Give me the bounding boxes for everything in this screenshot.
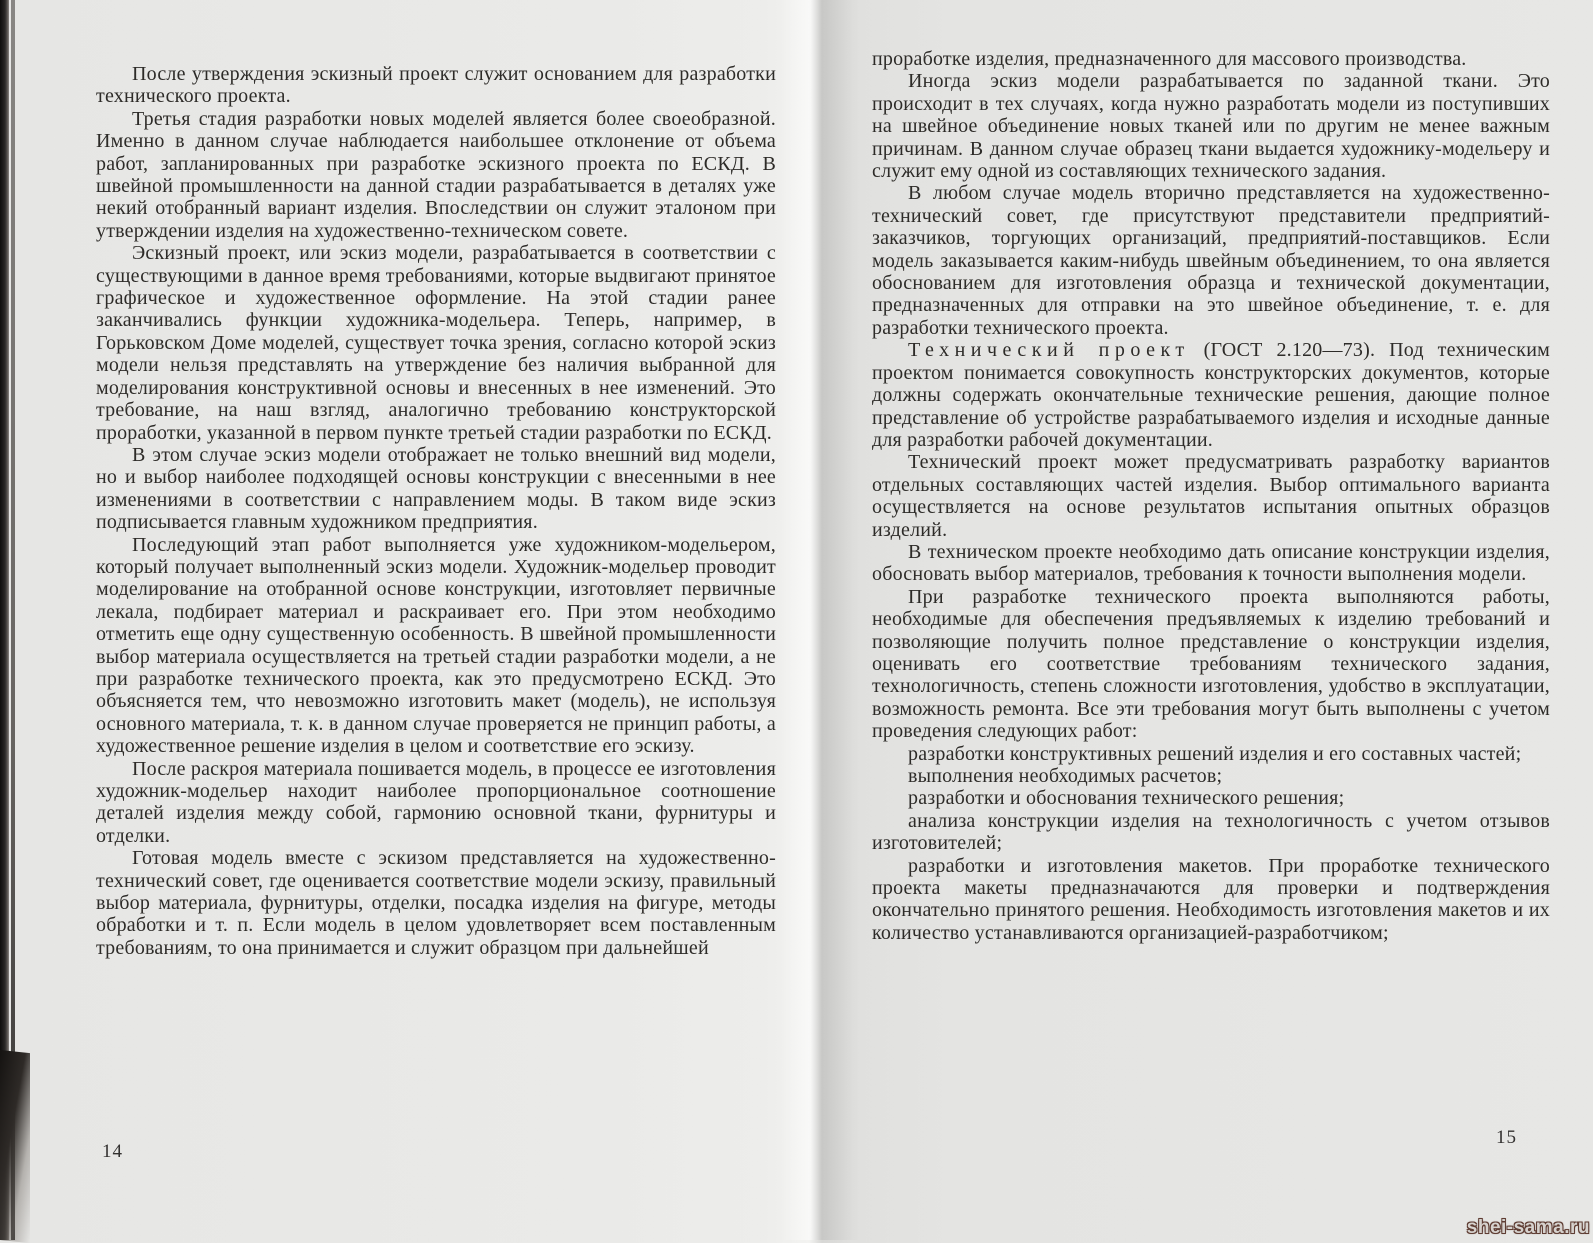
paragraph: Технический проект может предусматривать разработку вариантов отдельных составляющих частей изделия. Выбор оптимального варианта осуществляется на основе результатов испытания опытных образцов изделий. (872, 451, 1550, 541)
paragraph: Технический проект (ГОСТ 2.120—73). Под техническим проектом понимается совокупность конструкторских документов, которые должны содержать окончательные технические решения, дающие полное представление об устройстве разрабатываемого изделия и исходные данные для разработки рабочей документации. (872, 339, 1550, 451)
paragraph: Эскизный проект, или эскиз модели, разрабатывается в соответствии с существующими в данное время требованиями, которые выдвигают принятое графическое и художественное оформление. На этой стадии ранее заканчивались функции художника-модельера. Теперь, например, в Горьковском Доме моделей, существует точка зрения, согласно которой эскиз модели нельзя представлять на утверждение без наличия выбранной для моделирования конструктивной основы и внесенных в нее изменений. Это требование, на наш взгляд, аналогично требованию конструкторской проработки, указанной в первом пункте третьей стадии разработки по ЕСКД. (96, 242, 776, 444)
paragraph: выполнения необходимых расчетов; (908, 765, 1223, 787)
right-page-text (872, 48, 1550, 944)
paragraph: В техническом проекте необходимо дать описание конструкции изделия, обосновать выбор материалов, требования к точности выполнения модели. (872, 540, 1550, 586)
spaced-term: Технический проект (908, 339, 1190, 362)
paragraph: После утверждения эскизный проект служит основанием для разработки технического проекта. (96, 63, 776, 108)
paragraph: Последующий этап работ выполняется уже художником-модельером, который получает выполненный эскиз модели. Художник-модельер проводит моделирование на отобранной основе конструкции, изготовляет первичные лекала, подбирает материал и раскраивает его. При этом необходимо отметить еще одну существенную особенность. В швейной промышленности выбор материала осуществляется на третьей стадии разработки модели, а не при разработке технического проекта, как это предусмотрено ЕСКД. Это объясняется тем, что невозможно изготовить макет (модель), не используя основного материала, т. к. в данном случае проверяется не принцип работы, а художественное решение изделия в целом и соответствие его эскизу. (96, 533, 776, 758)
paragraph: Иногда эскиз модели разрабатывается по заданной ткани. Это происходит в тех случаях, когда нужно разработать модели из поступивших на швейное объединение новых тканей или по другим не менее важным причинам. В данном случае образец ткани выдается художнику-модельеру и служит ему одной из составляющих технического задания. (872, 70, 1550, 183)
paragraph: Готовая модель вместе с эскизом представляется на художественно-технический совет, где оценивается соответствие модели эскизу, правильный выбор материала, фурнитуры, отделки, посадка изделия на фигуре, методы обработки и т. п. Если модель в целом удовлетворяет всем поставленным требованиям, то она принимается и служит образцом при дальнейшей (96, 847, 776, 959)
left-page-number: 14 (102, 1141, 123, 1162)
right-page-number: 15 (1496, 1127, 1517, 1148)
paragraph: В этом случае эскиз модели отображает не только внешний вид модели, но и выбор наиболее подходящей основы конструкции с внесенными в нее изменениями в соответствии с направлением моды. В таком виде эскиз подписывается главным художником предприятия. (96, 443, 776, 534)
paragraph: При разработке технического проекта выполняются работы, необходимые для обеспечения предъявляемых к изделию требований и позволяющие получить полное представление о конструкции изделия, оценивать его соответствие требованиям технического задания, технологичность, степень сложности изготовления, удобство в эксплуатации, возможность ремонта. Все эти требования могут быть выполнены с учетом проведения следующих работ: (872, 585, 1550, 743)
paragraph: разработки и обоснования технического решения; (908, 787, 1345, 810)
paragraph: проработке изделия, предназначенного для массового производства. (872, 48, 1467, 70)
book-gutter (780, 0, 860, 1240)
paragraph: После раскроя материала пошивается модель, в процессе ее изготовления художник-модельер находит наиболее пропорциональное соотношение деталей изделия между собой, гармонию основной ткани, фурнитуры и отделки. (96, 757, 776, 847)
paragraph: Третья стадия разработки новых моделей является более своеобразной. Именно в данном случае наблюдается наибольшее отклонение от объема работ, запланированных при разработке эскизного проекта по ЕСКД. В швейной промышленности на данной стадии разрабатывается в деталях уже некий отобранный вариант изделия. Впоследствии он служит эталоном при утверждении изделия на художественно-техническом совете. (96, 107, 776, 242)
page-stack-corner (0, 1050, 30, 1243)
left-page-text (96, 63, 776, 959)
watermark-site-stamp: shei-sama.ru (1466, 1217, 1590, 1238)
paragraph: анализа конструкции изделия на технологичность с учетом отзывов изготовителей; (872, 809, 1550, 855)
paragraph: разработки конструктивных решений изделия и его составных частей; (908, 742, 1522, 765)
paragraph: В любом случае модель вторично представляется на художественно-технический совет, где присутствуют представители предприятий-заказчиков, торгующих организаций, предприятий-поставщиков. Если модель заказывается каким-нибудь швейным объединением, то она является обоснованием для изготовления образца и технической документации, предназначенных для отправки на это швейное объединение, т. е. для разработки технического проекта. (872, 182, 1550, 339)
paragraph: разработки и изготовления макетов. При проработке технического проекта макеты предназначаются для проверки и подтверждения окончательно принятого решения. Необходимость изготовления макетов и их количество устанавливаются организацией-разработчиком; (872, 854, 1550, 944)
